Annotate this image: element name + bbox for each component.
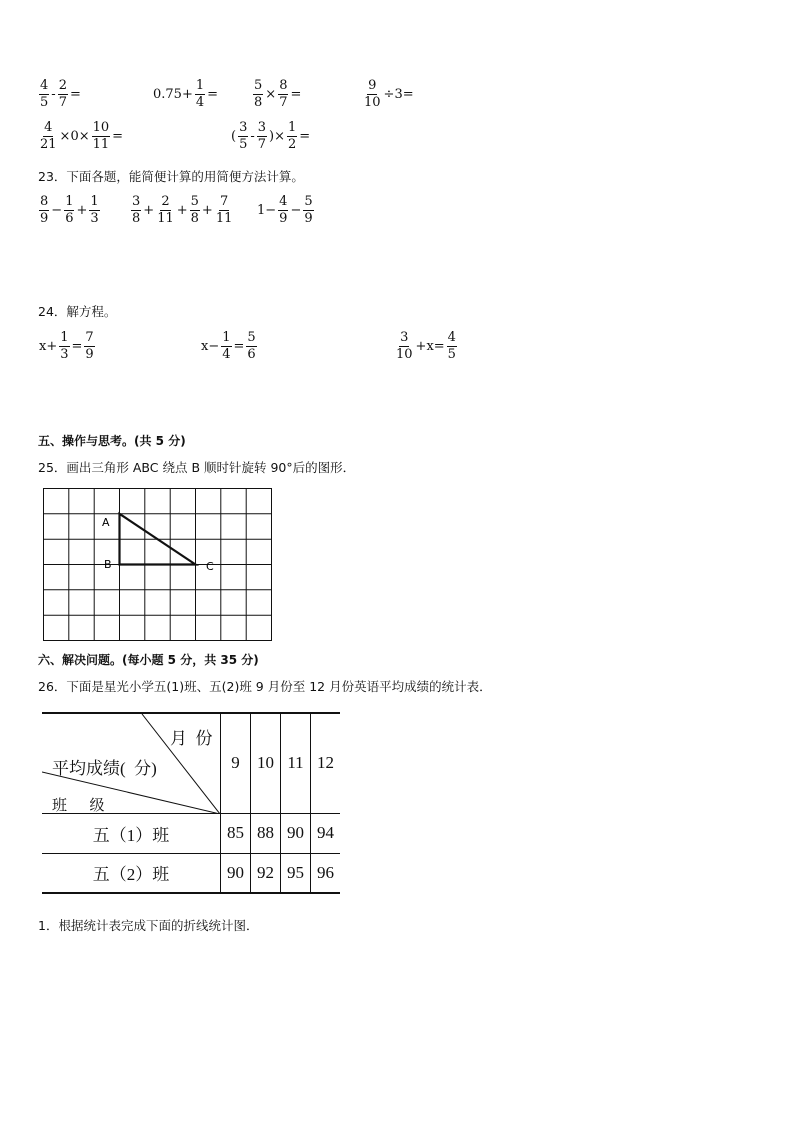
header-class: 班 级 xyxy=(52,798,105,814)
q23-expr-2: $\frac{3}{8}$ + $\frac{2}{11}$ + $\frac{5}{8}$ + $\frac{7}{11}$ xyxy=(132,194,233,226)
q23-expr-3: 1− $\frac{4}{9}$ − $\frac{5}{9}$ xyxy=(257,194,313,226)
expr-4-5-minus-2-7: $\frac{4}{5}$ - $\frac{2}{7}$ = xyxy=(40,78,81,110)
score-cell: 96 xyxy=(311,853,341,893)
score-cell: 90 xyxy=(221,853,251,893)
q24-equation-2: x− $\frac{1}{4}$ = $\frac{5}{6}$ xyxy=(201,330,256,362)
expr-4-21-times-0-times-10-11: $\frac{4}{21}$ ×0× $\frac{10}{11}$ = xyxy=(40,120,124,152)
month-cell: 11 xyxy=(281,713,311,813)
section-5-title: 五、操作与思考。(共 5 分) xyxy=(38,434,186,448)
score-cell: 92 xyxy=(251,853,281,893)
q23-title: 23．下面各题，能简便计算的用简便方法计算。 xyxy=(38,169,304,184)
q24-title: 24．解方程。 xyxy=(38,304,117,319)
expr-5-8-times-8-7: $\frac{5}{8}$ × $\frac{8}{7}$ = xyxy=(254,78,302,110)
score-cell: 88 xyxy=(251,813,281,853)
score-table xyxy=(42,712,340,894)
q23-expr-1: $\frac{8}{9}$ − $\frac{1}{6}$ + $\frac{1}{3}$ xyxy=(40,194,99,226)
score-cell: 94 xyxy=(311,813,341,853)
q25-title: 25．画出三角形 ABC 绕点 B 顺时针旋转 90°后的图形． xyxy=(38,460,356,475)
expr-075-plus-1-4: 0.75+ $\frac{1}{4}$ = xyxy=(153,78,219,110)
expr-paren-3-5-minus-3-7-times-1-2: ( $\frac{3}{5}$ - $\frac{3}{7}$ )× $\frac{1}{2}$ = xyxy=(231,120,311,152)
month-cell: 12 xyxy=(311,713,341,813)
diagonal-header-cell xyxy=(42,713,221,813)
label-a: A xyxy=(102,516,110,529)
month-cell: 9 xyxy=(221,713,251,813)
section-6-title: 六、解决问题。(每小题 5 分，共 35 分) xyxy=(38,653,259,667)
class-name-cell: 五（1）班 xyxy=(42,813,221,853)
q24-equation-3: $\frac{3}{10}$ +x= $\frac{4}{5}$ xyxy=(396,330,456,362)
header-month: 月 份 xyxy=(170,729,213,748)
header-score: 平均成绩( 分) xyxy=(52,759,157,778)
score-cell: 90 xyxy=(281,813,311,853)
q26-sub1: 1．根据统计表完成下面的折线统计图． xyxy=(38,918,259,933)
class-name-cell: 五（2）班 xyxy=(42,853,221,893)
q26-title: 26．下面是星光小学五(1)班、五(2)班 9 月份至 12 月份英语平均成绩的统计表． xyxy=(38,679,492,694)
table-row xyxy=(42,813,340,853)
table-row xyxy=(42,853,340,893)
expr-9-10-div-3: $\frac{9}{10}$ ÷3= xyxy=(364,78,414,110)
label-c: C xyxy=(206,560,214,573)
label-b: B xyxy=(104,558,112,571)
table-header-row xyxy=(42,713,340,813)
score-cell: 95 xyxy=(281,853,311,893)
q24-equation-1: x+ $\frac{1}{3}$ = $\frac{7}{9}$ xyxy=(39,330,94,362)
rotation-grid xyxy=(43,488,274,644)
score-cell: 85 xyxy=(221,813,251,853)
month-cell: 10 xyxy=(251,713,281,813)
